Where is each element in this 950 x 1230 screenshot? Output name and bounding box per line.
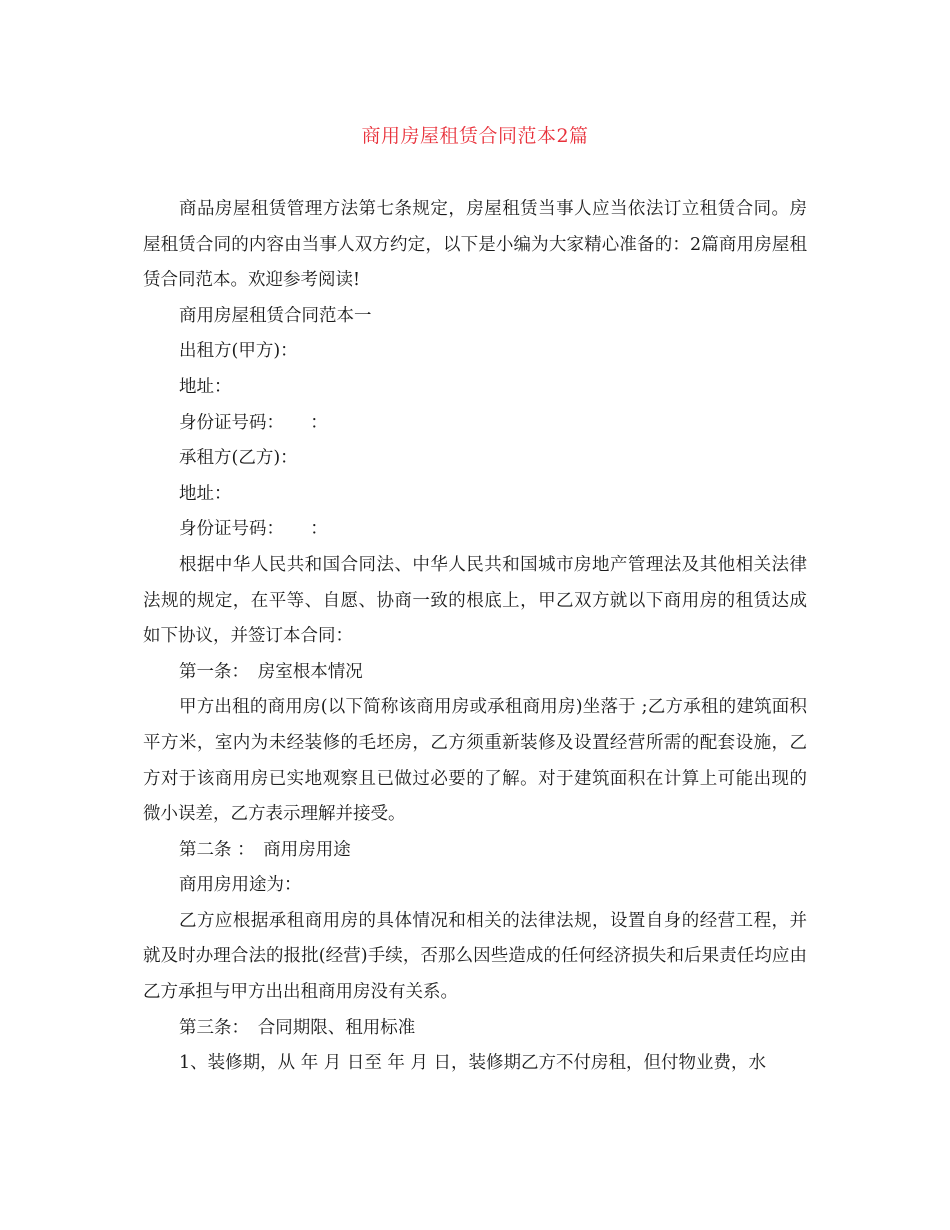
article-1-paragraph: 甲方出租的商用房(以下简称该商用房或承租商用房)坐落于 ;乙方承租的建筑面积 平方米，室内为未经装修的毛坯房，乙方须重新装修及设置经营所需的配套设施，乙方对于该商用房已实地观察且已做过必要的了解。对于建筑面积在计算上可能出现的微小误差，乙方表示理解并接受。: [143, 697, 807, 825]
article-3-heading: 第三条： 合同期限、租用标准: [179, 1017, 416, 1038]
lessor-address-field: 地址：: [179, 376, 232, 397]
lessor-field: 出租方(甲方)：: [179, 341, 298, 362]
lessee-field: 承租方(乙方)：: [179, 448, 298, 469]
article-2-paragraph: 乙方应根据承租商用房的具体情况和相关的法律法规，设置自身的经营工程，并就及时办理合法的报批(经营)手续，否那么因些造成的任何经济损失和后果责任均应由乙方承担与甲方出出租商用房没有关系。: [143, 910, 807, 1003]
lessee-address-field: 地址：: [179, 483, 232, 504]
document-body: [143, 192, 807, 1082]
contract-heading: 商用房屋租赁合同范本一: [179, 305, 372, 326]
document-title: 商用房屋租赁合同范本2篇: [361, 125, 589, 147]
lessee-id-field: 身份证号码： ：: [179, 519, 328, 540]
lessor-id-field: 身份证号码： ：: [179, 412, 328, 433]
intro-paragraph: 商品房屋租赁管理方法第七条规定，房屋租赁当事人应当依法订立租赁合同。房屋租赁合同的内容由当事人双方约定，以下是小编为大家精心准备的：2篇商用房屋租赁合同范本。欢迎参考阅读!: [143, 199, 807, 291]
article-3-item-1: 1、装修期，从 年 月 日至 年 月 日，装修期乙方不付房租，但付物业费，水: [179, 1053, 767, 1074]
usage-field: 商用房用途为：: [179, 875, 302, 896]
article-1-heading: 第一条： 房室根本情况: [179, 661, 363, 682]
article-2-heading: 第二条 ： 商用房用途: [179, 839, 351, 860]
legal-basis-paragraph: 根据中华人民共和国合同法、中华人民共和国城市房地产管理法及其他相关法律法规的规定，在平等、自愿、协商一致的根底上，甲乙双方就以下商用房的租赁达成如下协议，并签订本合同：: [143, 554, 807, 647]
